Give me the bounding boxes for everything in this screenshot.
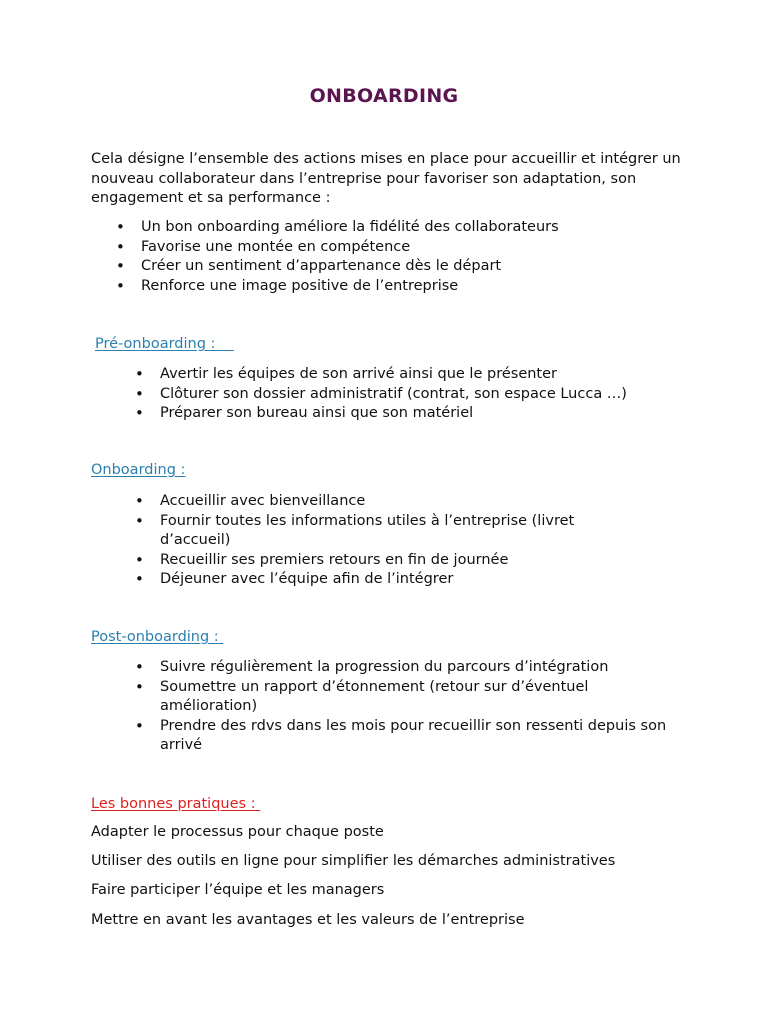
list-item: • Suivre régulièrement la progression du parcours d’intégration [160, 658, 680, 678]
list-item: • Fournir toutes les informations utiles à l’entreprise (livret d’accueil) [160, 512, 620, 551]
list-item: • Créer un sentiment d’appartenance dès le départ [141, 257, 661, 277]
best-practice-item: Adapter le processus pour chaque poste [91, 824, 384, 840]
list-item: • Clôturer son dossier administratif (contrat, son espace Lucca …) [160, 385, 680, 405]
list-item: • Favorise une montée en compétence [141, 238, 661, 258]
onboarding-list [160, 492, 620, 590]
post-onboarding-heading: Post-onboarding : [91, 629, 224, 645]
best-practice-item: Utiliser des outils en ligne pour simplifier les démarches administratives [91, 853, 616, 869]
list-item: • Renforce une image positive de l’entreprise [141, 277, 661, 297]
best-practice-item: Mettre en avant les avantages et les valeurs de l’entreprise [91, 912, 525, 928]
intro-paragraph: Cela désigne l’ensemble des actions mises en place pour accueillir et intégrer un nouveau collaborateur dans l’entreprise pour favoriser son adaptation, son engagement et sa performance : [91, 151, 681, 207]
document-title: ONBOARDING [309, 85, 459, 107]
list-item: • Soumettre un rapport d’étonnement (retour sur d’éventuel amélioration) [160, 678, 640, 717]
onboarding-heading: Onboarding : [91, 462, 186, 478]
benefits-list [141, 218, 661, 296]
list-item: • Préparer son bureau ainsi que son matériel [160, 404, 680, 424]
post-onboarding-list [160, 658, 680, 756]
best-practice-item: Faire participer l’équipe et les managers [91, 882, 385, 898]
list-item: • Avertir les équipes de son arrivé ainsi que le présenter [160, 365, 680, 385]
list-item: • Prendre des rdvs dans les mois pour recueillir son ressenti depuis son arrivé [160, 717, 680, 756]
list-item: • Déjeuner avec l’équipe afin de l’intégrer [160, 570, 620, 590]
list-item: • Un bon onboarding améliore la fidélité des collaborateurs [141, 218, 661, 238]
list-item: • Accueillir avec bienveillance [160, 492, 620, 512]
pre-onboarding-heading: Pré-onboarding : [95, 336, 234, 352]
best-practices-heading: Les bonnes pratiques : [91, 796, 261, 812]
pre-onboarding-list [160, 365, 680, 424]
list-item: • Recueillir ses premiers retours en fin de journée [160, 551, 620, 571]
